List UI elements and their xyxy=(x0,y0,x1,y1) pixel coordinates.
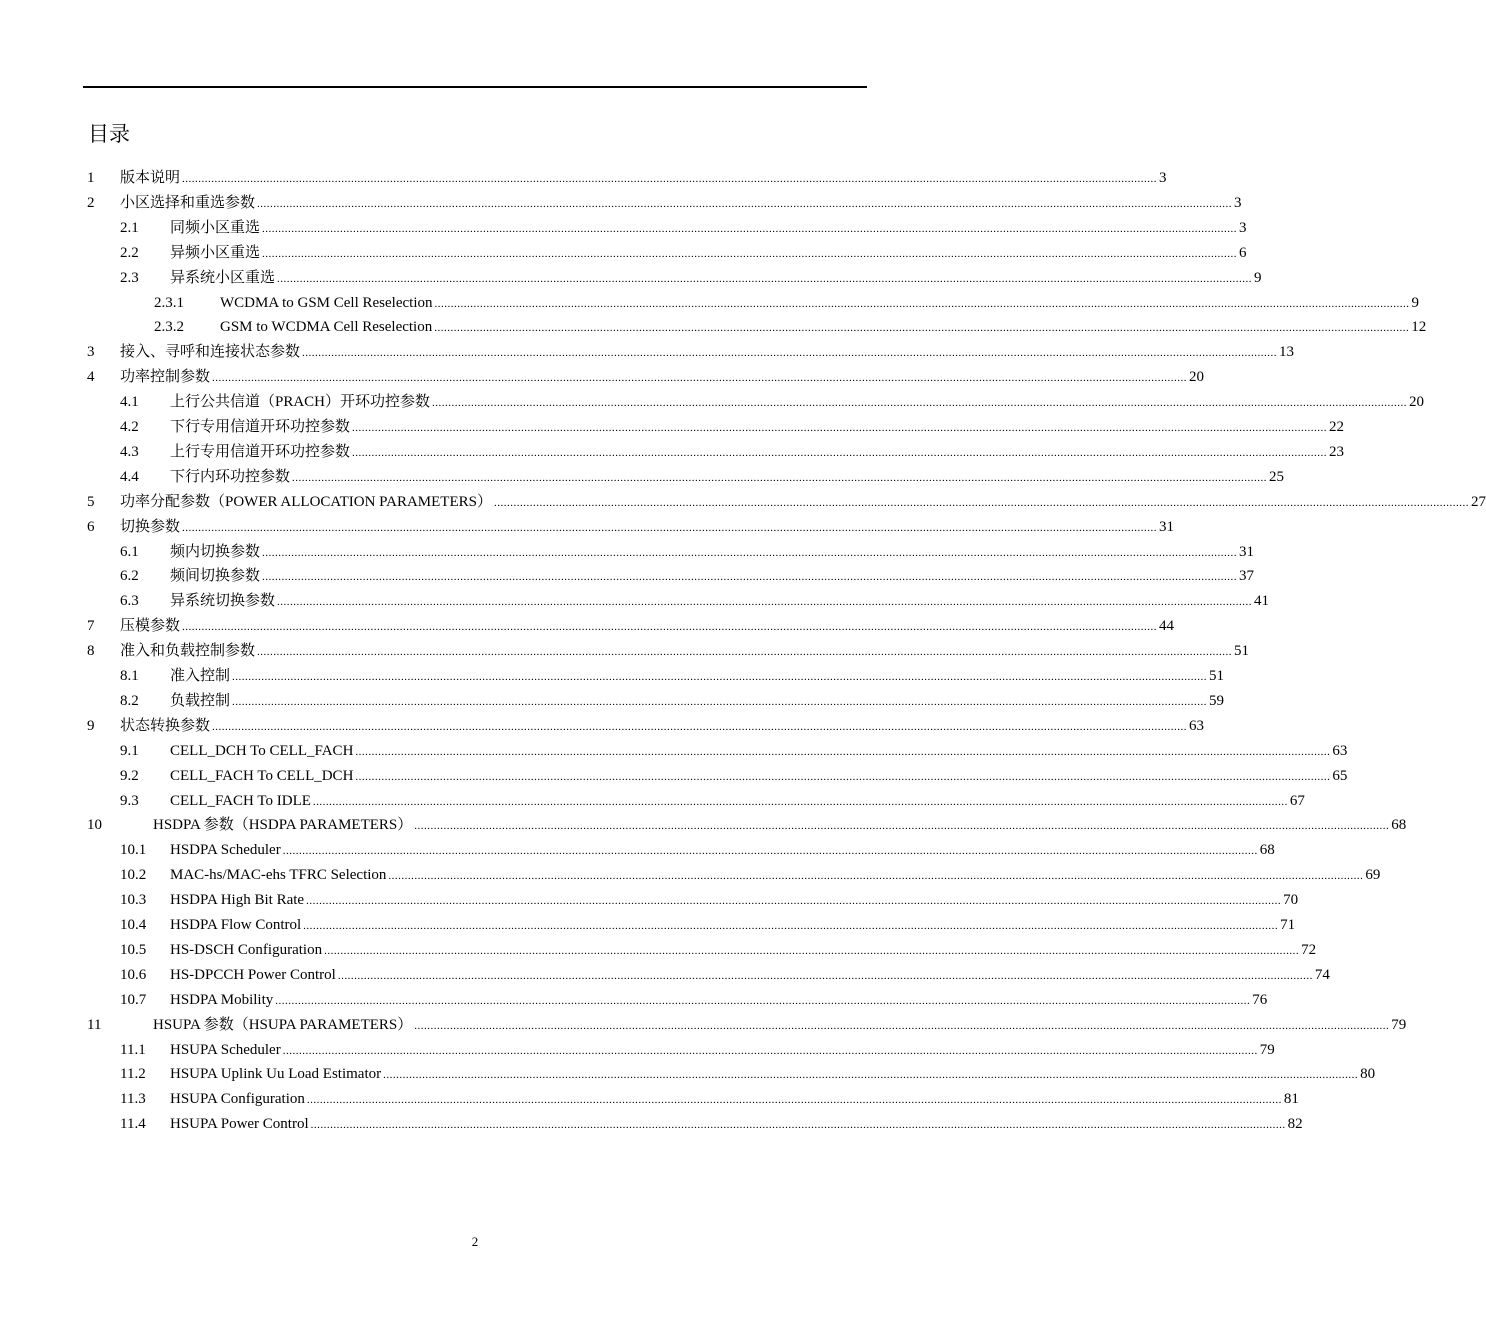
toc-entry-title: 小区选择和重选参数 xyxy=(120,194,256,211)
toc-entry[interactable] xyxy=(87,191,1242,216)
toc-entry[interactable] xyxy=(120,789,1305,814)
toc-entry-title: HSUPA Configuration xyxy=(170,1091,305,1108)
toc-entry-title: HSDPA High Bit Rate xyxy=(170,892,305,909)
toc-entry[interactable] xyxy=(120,564,1255,589)
toc-entry[interactable] xyxy=(120,938,1317,963)
toc-entry-title: 切换参数 xyxy=(120,518,181,535)
toc-entry-number: 7 xyxy=(87,618,95,635)
toc-entry-title: MAC-hs/MAC-ehs TFRC Selection xyxy=(170,867,387,884)
toc-entry-page: 68 xyxy=(1391,817,1407,834)
toc-entry-title: HS-DPCCH Power Control xyxy=(170,966,336,983)
toc-entry-title: CELL_FACH To CELL_DCH xyxy=(170,767,354,784)
toc-entry[interactable] xyxy=(87,714,1205,739)
toc-leader-dots: ............................................................................................................................................................................................................................................................................................................ xyxy=(282,1044,1258,1057)
toc-entry-title: 下行内环功控参数 xyxy=(170,468,291,485)
toc-entry-number: 10.7 xyxy=(120,991,147,1008)
toc-entry-page: 69 xyxy=(1365,867,1381,884)
toc-entry-title: HSDPA Scheduler xyxy=(170,842,281,859)
toc-entry-title: 异系统切换参数 xyxy=(170,593,276,610)
toc-leader-dots: ............................................................................................................................................................................................................................................................................................................ xyxy=(306,895,1282,908)
toc-entry[interactable] xyxy=(120,739,1348,764)
toc-entry-number: 2.3.2 xyxy=(154,319,184,336)
toc-entry-page: 9 xyxy=(1411,294,1419,311)
toc-leader-dots: ............................................................................................................................................................................................................................................................................................................ xyxy=(432,397,1408,410)
toc-entry-page: 51 xyxy=(1234,643,1250,660)
toc-entry-number: 3 xyxy=(87,344,95,361)
toc-entry-number: 9.1 xyxy=(120,742,139,759)
toc-entry-page: 51 xyxy=(1209,668,1225,684)
toc-entry-number: 4.3 xyxy=(120,443,139,460)
toc-entry-page: 3 xyxy=(1239,219,1247,236)
toc-leader-dots: ............................................................................................................................................................................................................................................................................................................ xyxy=(324,944,1300,957)
toc-entry-page: 25 xyxy=(1269,468,1285,485)
toc-entry-number: 11.4 xyxy=(120,1116,146,1133)
toc-entry-number: 10.1 xyxy=(120,842,147,859)
toc-entry-number: 1 xyxy=(87,170,95,186)
toc-entry-title: 下行专用信道开环功控参数 xyxy=(170,419,351,435)
toc-entry-page: 27 xyxy=(1470,493,1486,510)
toc-entry-page: 82 xyxy=(1287,1116,1303,1133)
toc-entry-page: 12 xyxy=(1411,319,1427,336)
toc-entry-number: 4.4 xyxy=(120,468,139,485)
toc-entry-title: 接入、寻呼和连接状态参数 xyxy=(120,344,301,361)
toc-entry-page: 20 xyxy=(1189,369,1205,386)
toc-entry-number: 11.2 xyxy=(120,1066,146,1083)
toc-entry-title: 版本说明 xyxy=(120,170,181,186)
toc-leader-dots: ............................................................................................................................................................................................................................................................................................................ xyxy=(383,1069,1359,1082)
toc-entry-title: 状态转换参数 xyxy=(120,717,211,734)
toc-leader-dots: ............................................................................................................................................................................................................................................................................................................ xyxy=(262,546,1238,559)
toc-entry-page: 13 xyxy=(1279,344,1295,361)
toc-entry-number: 9.2 xyxy=(120,767,139,784)
toc-entry-number: 5 xyxy=(87,493,95,510)
toc-entry[interactable] xyxy=(120,1062,1376,1087)
toc-entry[interactable] xyxy=(120,1087,1299,1112)
toc-entry-title: HSUPA 参数（HSUPA PARAMETERS） xyxy=(153,1016,413,1033)
toc-entry-title: 同频小区重选 xyxy=(170,219,261,236)
toc-entry[interactable] xyxy=(120,465,1285,490)
toc-entry-number: 2 xyxy=(87,194,95,211)
toc-leader-dots: ............................................................................................................................................................................................................................................................................................................ xyxy=(277,272,1253,285)
toc-entry-title: HSDPA 参数（HSDPA PARAMETERS） xyxy=(153,817,413,834)
toc-leader-dots: ............................................................................................................................................................................................................................................................................................................ xyxy=(182,621,1158,634)
toc-entry-page: 59 xyxy=(1209,692,1225,709)
toc-entry[interactable] xyxy=(120,1112,1303,1137)
toc-entry[interactable] xyxy=(120,838,1275,863)
toc-entry-number: 4 xyxy=(87,369,95,386)
toc-entry-number: 2.3 xyxy=(120,269,139,286)
toc-entry-number: 8.1 xyxy=(120,668,139,684)
toc-leader-dots: ............................................................................................................................................................................................................................................................................................................ xyxy=(232,695,1208,708)
toc-entry-page: 20 xyxy=(1409,394,1425,411)
toc-entry-number: 8 xyxy=(87,643,95,660)
toc-leader-dots: ............................................................................................................................................................................................................................................................................................................ xyxy=(303,920,1279,932)
toc-entry[interactable] xyxy=(87,639,1250,664)
toc-entry-number: 10 xyxy=(87,817,102,834)
toc-leader-dots: ............................................................................................................................................................................................................................................................................................................ xyxy=(262,247,1238,260)
toc-entry-title: HS-DSCH Configuration xyxy=(170,941,323,958)
toc-entry-page: 31 xyxy=(1159,518,1175,535)
toc-entry-page: 65 xyxy=(1332,767,1348,784)
toc-entry-title: HSUPA Uplink Uu Load Estimator xyxy=(170,1066,382,1083)
toc-entry-title: 功率分配参数（POWER ALLOCATION PARAMETERS） xyxy=(120,493,492,510)
toc-leader-dots: ............................................................................................................................................................................................................................................................................................................ xyxy=(493,496,1469,509)
toc-leader-dots: ............................................................................................................................................................................................................................................................................................................ xyxy=(182,173,1158,185)
toc-entry-number: 4.2 xyxy=(120,419,139,435)
toc-leader-dots: ............................................................................................................................................................................................................................................................................................................ xyxy=(434,297,1410,310)
toc-entry-number: 6 xyxy=(87,518,95,535)
toc-entry[interactable] xyxy=(120,266,1262,291)
toc-entry-page: 31 xyxy=(1239,543,1255,560)
toc-leader-dots: ............................................................................................................................................................................................................................................................................................................ xyxy=(310,1119,1286,1132)
toc-entry[interactable] xyxy=(120,415,1345,440)
toc-entry[interactable] xyxy=(87,515,1175,540)
toc-entry[interactable] xyxy=(154,291,1419,316)
toc-entry[interactable] xyxy=(120,863,1381,888)
toc-entry-title: CELL_DCH To CELL_FACH xyxy=(170,742,354,759)
toc-entry[interactable] xyxy=(120,764,1348,789)
toc-leader-dots: ............................................................................................................................................................................................................................................................................................................ xyxy=(262,571,1238,584)
toc-entry-page: 74 xyxy=(1314,966,1330,983)
toc-leader-dots: ............................................................................................................................................................................................................................................................................................................ xyxy=(257,646,1233,659)
toc-entry-page: 67 xyxy=(1289,792,1305,809)
toc-entry-number: 11.1 xyxy=(120,1041,146,1058)
toc-leader-dots: ............................................................................................................................................................................................................................................................................................................ xyxy=(306,1094,1282,1107)
toc-entry[interactable] xyxy=(120,664,1225,689)
toc-entry[interactable] xyxy=(87,1013,1407,1038)
toc-leader-dots: ............................................................................................................................................................................................................................................................................................................ xyxy=(262,222,1238,235)
toc-entry[interactable] xyxy=(120,540,1255,565)
toc-entry-page: 9 xyxy=(1254,269,1262,286)
toc-entry-page: 68 xyxy=(1259,842,1275,859)
toc-entry[interactable] xyxy=(120,888,1299,913)
toc-leader-dots: ............................................................................................................................................................................................................................................................................................................ xyxy=(212,372,1188,385)
toc-entry-number: 8.2 xyxy=(120,692,139,709)
toc-entry-title: 频内切换参数 xyxy=(170,543,261,560)
toc-leader-dots: ............................................................................................................................................................................................................................................................................................................ xyxy=(434,322,1410,335)
toc-entry-page: 79 xyxy=(1391,1016,1407,1033)
page-number: 2 xyxy=(471,1234,479,1249)
toc-entry-number: 10.4 xyxy=(120,917,147,933)
toc-entry-title: HSUPA Scheduler xyxy=(170,1041,281,1058)
toc-entry[interactable] xyxy=(87,490,1486,515)
toc-entry-page: 6 xyxy=(1239,244,1247,261)
toc-entry-page: 70 xyxy=(1283,892,1299,909)
toc-entry[interactable] xyxy=(87,166,1167,191)
toc-entry[interactable] xyxy=(120,390,1425,415)
toc-leader-dots: ............................................................................................................................................................................................................................................................................................................ xyxy=(337,969,1313,982)
toc-leader-dots: ............................................................................................................................................................................................................................................................................................................ xyxy=(182,521,1158,534)
toc-entry-number: 4.1 xyxy=(120,394,139,411)
toc-entry[interactable] xyxy=(120,988,1268,1013)
toc-entry-title: 频间切换参数 xyxy=(170,568,261,585)
toc-leader-dots: ............................................................................................................................................................................................................................................................................................................ xyxy=(277,596,1253,609)
toc-entry-number: 6.2 xyxy=(120,568,139,585)
toc-leader-dots: ............................................................................................................................................................................................................................................................................................................ xyxy=(212,720,1188,733)
toc-leader-dots: ............................................................................................................................................................................................................................................................................................................ xyxy=(257,197,1233,210)
toc-entry[interactable] xyxy=(120,1038,1275,1063)
toc-entry-number: 2.3.1 xyxy=(154,294,184,311)
toc-entry-number: 11 xyxy=(87,1016,102,1033)
toc-entry[interactable] xyxy=(120,216,1247,241)
toc-entry-page: 63 xyxy=(1332,742,1348,759)
header-rule xyxy=(83,86,867,88)
toc-leader-dots: ............................................................................................................................................................................................................................................................................................................ xyxy=(302,347,1278,360)
toc-leader-dots: ............................................................................................................................................................................................................................................................................................................ xyxy=(232,671,1208,683)
toc-leader-dots: ............................................................................................................................................................................................................................................................................................................ xyxy=(414,1019,1390,1032)
toc-entry-page: 63 xyxy=(1189,717,1205,734)
toc-leader-dots: ............................................................................................................................................................................................................................................................................................................ xyxy=(282,845,1258,858)
toc-entry-page: 79 xyxy=(1259,1041,1275,1058)
toc-entry-number: 10.5 xyxy=(120,941,147,958)
toc-entry[interactable] xyxy=(120,913,1296,938)
toc-entry-page: 44 xyxy=(1159,618,1175,635)
toc-entry-title: 上行专用信道开环功控参数 xyxy=(170,443,351,460)
toc-leader-dots: ............................................................................................................................................................................................................................................................................................................ xyxy=(355,770,1331,783)
toc-entry-page: 37 xyxy=(1239,568,1255,585)
toc-entry-title: HSDPA Flow Control xyxy=(170,917,302,933)
toc-entry-title: 异频小区重选 xyxy=(170,244,261,261)
toc-entry-page: 71 xyxy=(1280,917,1296,933)
toc-entry-number: 11.3 xyxy=(120,1091,146,1108)
toc-entry[interactable] xyxy=(87,365,1205,390)
toc-entry-number: 9.3 xyxy=(120,792,139,809)
toc-entry-title: CELL_FACH To IDLE xyxy=(170,792,311,809)
toc-entry-number: 10.3 xyxy=(120,892,147,909)
toc-entry[interactable] xyxy=(87,340,1295,365)
toc-entry-title: 异系统小区重选 xyxy=(170,269,276,286)
toc-entry-page: 76 xyxy=(1252,991,1268,1008)
toc-entry[interactable] xyxy=(154,315,1427,340)
toc-entry-title: WCDMA to GSM Cell Reselection xyxy=(220,294,433,311)
toc-entry[interactable] xyxy=(120,440,1345,465)
toc-leader-dots: ............................................................................................................................................................................................................................................................................................................ xyxy=(312,795,1288,808)
toc-leader-dots: ............................................................................................................................................................................................................................................................................................................ xyxy=(414,820,1390,833)
toc-leader-dots: ............................................................................................................................................................................................................................................................................................................ xyxy=(275,994,1251,1007)
toc-entry[interactable] xyxy=(87,614,1175,639)
toc-entry-title: 压模参数 xyxy=(120,618,181,635)
toc-entry-page: 41 xyxy=(1254,593,1270,610)
toc-entry-number: 6.3 xyxy=(120,593,139,610)
toc-leader-dots: ............................................................................................................................................................................................................................................................................................................ xyxy=(292,471,1268,484)
toc-entry-number: 9 xyxy=(87,717,95,734)
toc-leader-dots: ............................................................................................................................................................................................................................................................................................................ xyxy=(355,745,1331,758)
toc-entry-title: 负载控制 xyxy=(170,692,231,709)
toc-entry-number: 10.6 xyxy=(120,966,147,983)
toc-leader-dots: ............................................................................................................................................................................................................................................................................................................ xyxy=(352,446,1328,459)
toc-entry-page: 72 xyxy=(1301,941,1317,958)
toc-entry[interactable] xyxy=(120,689,1225,714)
toc-entry[interactable] xyxy=(120,963,1330,988)
toc-entry-title: 上行公共信道（PRACH）开环功控参数 xyxy=(170,394,431,411)
toc-entry[interactable] xyxy=(87,813,1407,838)
toc-entry-page: 22 xyxy=(1329,419,1345,435)
toc-title: 目录 xyxy=(88,122,130,146)
toc-entry-number: 10.2 xyxy=(120,867,147,884)
toc-leader-dots: ............................................................................................................................................................................................................................................................................................................ xyxy=(388,870,1364,883)
toc-entry[interactable] xyxy=(120,241,1247,266)
toc-entry-page: 80 xyxy=(1360,1066,1376,1083)
toc-entry-number: 2.2 xyxy=(120,244,139,261)
toc-entry-number: 2.1 xyxy=(120,219,139,236)
toc-entry-title: HSDPA Mobility xyxy=(170,991,274,1008)
toc-entry-page: 3 xyxy=(1234,194,1242,211)
toc-entry-title: 准入控制 xyxy=(170,668,231,684)
toc-entry[interactable] xyxy=(120,589,1270,614)
toc-entry-title: 准入和负载控制参数 xyxy=(120,643,256,660)
toc-entry-page: 81 xyxy=(1283,1091,1299,1108)
toc-entry-page: 23 xyxy=(1329,443,1345,460)
toc-entry-title: GSM to WCDMA Cell Reselection xyxy=(220,319,433,336)
toc-entry-title: HSUPA Power Control xyxy=(170,1116,309,1133)
toc-leader-dots: ............................................................................................................................................................................................................................................................................................................ xyxy=(352,422,1328,434)
toc-entry-title: 功率控制参数 xyxy=(120,369,211,386)
toc-entry-number: 6.1 xyxy=(120,543,139,560)
toc-entry-page: 3 xyxy=(1159,170,1167,186)
